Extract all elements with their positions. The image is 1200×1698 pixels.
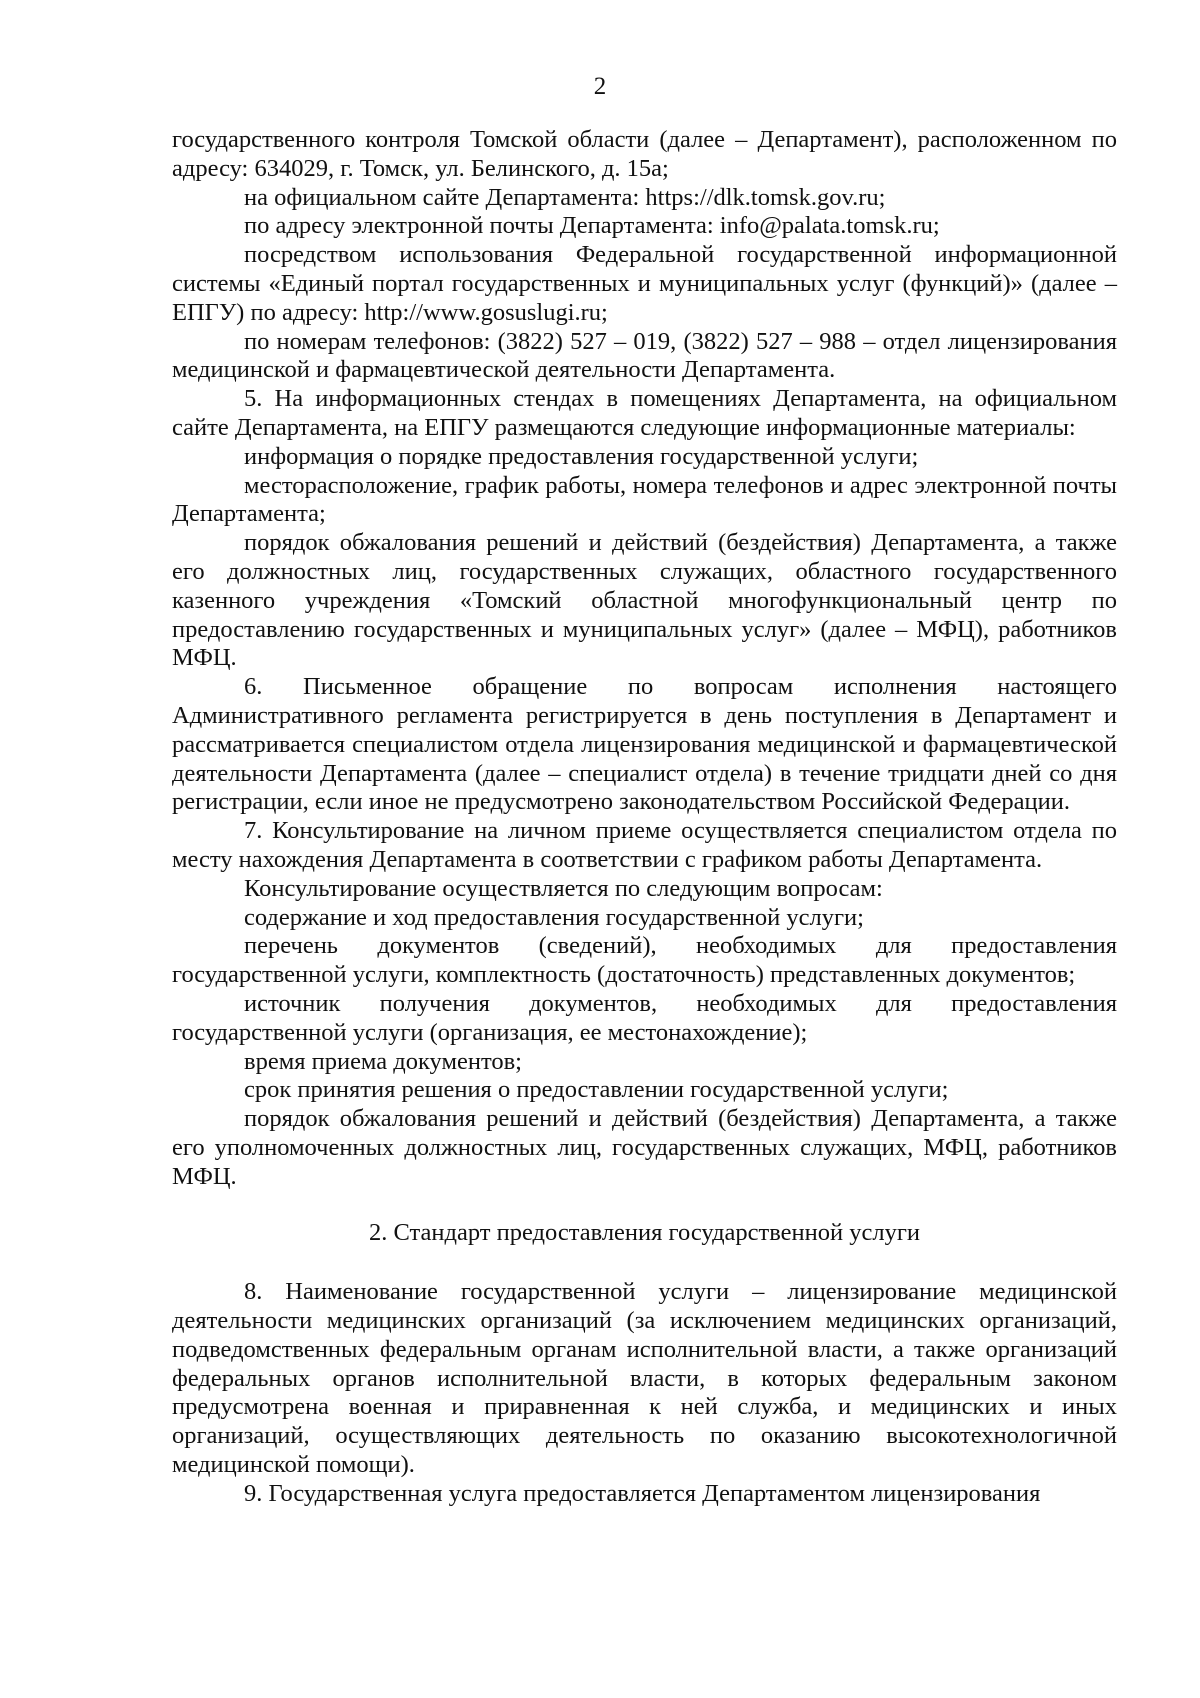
paragraph-location: месторасположение, график работы, номера телефонов и адрес электронной почты Департамента; (172, 471, 1117, 528)
paragraph-topic-deadline: срок принятия решения о предоставлении государственной услуги; (244, 1076, 949, 1104)
paragraph-item-8: 8. Наименование государственной услуги – лицензирование медицинской деятельности медицинских организаций (за исключением медицинских организаций, подведомственных федеральным органам исполнительной власти, а также организаций федеральных органов исполнительной власти, в которых федеральным законом предусмотрена военная и приравненная к ней служба, и медицинских и иных организаций, осуществляющих деятельность по оказанию высокотехнологичной медицинской помощи). (172, 1278, 1117, 1479)
paragraph-appeal-order: порядок обжалования решений и действий (бездействия) Департамента, а также его должностных лиц, государственных служащих, областного государственного казенного учреждения «Томский областной многофункциональный центр по предоставлению государственных и муниципальных услуг» (далее – МФЦ), работников МФЦ. (172, 529, 1117, 672)
paragraph-topic-content: содержание и ход предоставления государственной услуги; (244, 903, 864, 931)
paragraph-item-9: 9. Государственная услуга предоставляется Департаментом лицензирования (244, 1479, 1041, 1507)
paragraph-phones: по номерам телефонов: (3822) 527 – 019, (3822) 527 – 988 – отдел лицензирования медицинской и фармацевтической деятельности Департамента. (172, 327, 1117, 384)
paragraph-topic-time: время приема документов; (244, 1047, 522, 1075)
paragraph-topic-documents: перечень документов (сведений), необходимых для предоставления государственной услуги, комплектность (достаточность) представленных документов; (172, 932, 1117, 989)
paragraph-epgu: посредством использования Федеральной государственной информационной системы «Единый портал государственных и муниципальных услуг (функций)» (далее – ЕПГУ) по адресу: http://www.gosuslugi.ru; (172, 241, 1117, 326)
paragraph-topic-appeal: порядок обжалования решений и действий (бездействия) Департамента, а также его уполномоченных должностных лиц, государственных служащих, МФЦ, работников МФЦ. (172, 1105, 1117, 1190)
paragraph-info-order: информация о порядке предоставления государственной услуги; (244, 442, 919, 470)
paragraph-item-6: 6. Письменное обращение по вопросам исполнения настоящего Административного регламента регистрируется в день поступления в Департамент и рассматривается специалистом отдела лицензирования медицинской и фармацевтической деятельности Департамента (далее – специалист отдела) в течение тридцати дней со дня регистрации, если иное не предусмотрено законодательством Российской Федерации. (172, 673, 1117, 816)
paragraph-topic-source: источник получения документов, необходимых для предоставления государственной услуги (организация, ее местонахождение); (172, 989, 1117, 1046)
paragraph-address: государственного контроля Томской области (далее – Департамент), расположенном по адресу: 634029, г. Томск, ул. Белинского, д. 15а; (172, 126, 1117, 182)
page-number: 2 (593, 73, 607, 100)
paragraph-email: по адресу электронной почты Департамента: info@palata.tomsk.ru; (244, 212, 940, 240)
section-heading: 2. Стандарт предоставления государственной услуги (368, 1219, 921, 1247)
document-body (172, 126, 1117, 1509)
paragraph-consulting-topics: Консультирование осуществляется по следующим вопросам: (244, 874, 883, 902)
paragraph-item-7: 7. Консультирование на личном приеме осуществляется специалистом отдела по месту нахождения Департамента в соответствии с графиком работы Департамента. (172, 817, 1117, 873)
paragraph-item-5: 5. На информационных стендах в помещениях Департамента, на официальном сайте Департамента, на ЕПГУ размещаются следующие информационные материалы: (172, 385, 1117, 441)
paragraph-website: на официальном сайте Департамента: https://dlk.tomsk.gov.ru; (244, 183, 886, 211)
